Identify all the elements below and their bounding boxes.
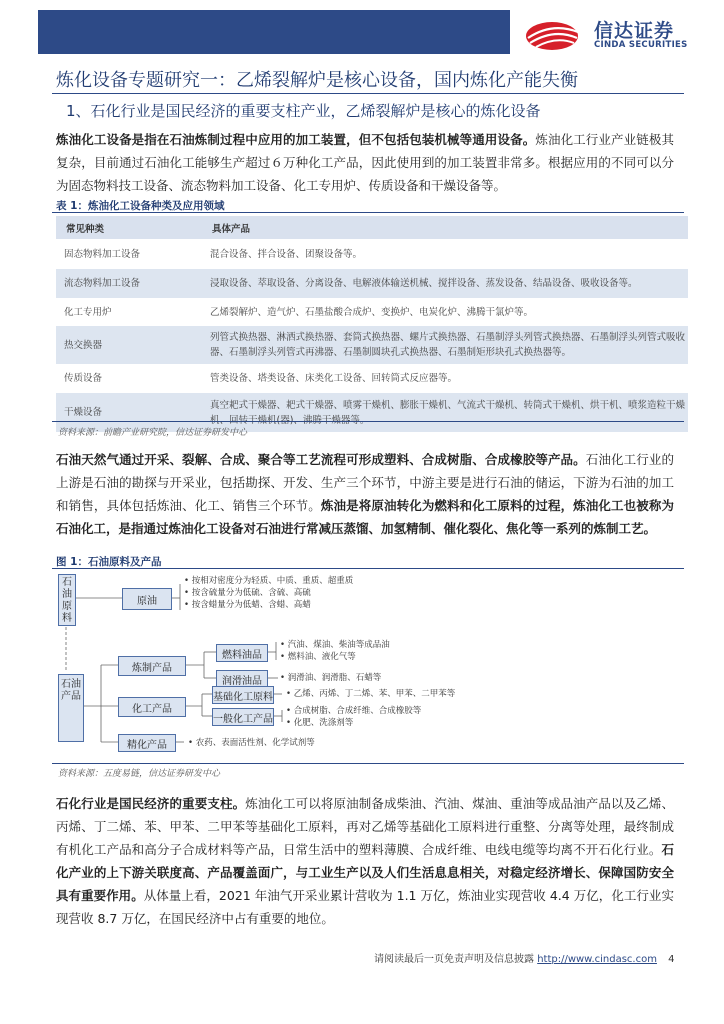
oil-products-diagram	[56, 570, 556, 762]
table-cell: 流态物料加工设备	[56, 269, 202, 298]
p2-text: 石油化工行业的上游是石油的勘探与开采业，包括勘探、开发、生产三个环节，中游主要是进行石油的储运，下游为石油的加工和销售，具体包括炼油、化工、销售三个环节。	[56, 452, 674, 513]
general-note: • 合成树脂、合成纤维、合成橡胶等	[286, 706, 422, 716]
table-cell: 干燥设备	[56, 393, 202, 432]
table-cell: 管类设备、塔类设备、床类化工设备、回转筒式反应器等。	[210, 373, 458, 384]
table-cell: 混合设备、拌合设备、团聚设备等。	[210, 248, 363, 260]
p3-text-2: 从体量上看，2021 年油气开采业累计营收为 1.1 万亿，炼油业实现营收 4.4 万亿，化工行业实现营收 8.7 万亿，在国民经济中占有重要的地位。	[56, 888, 674, 926]
table-row	[56, 298, 688, 326]
table-cell: 真空耙式干燥器、耙式干燥器、喷雾干燥机、膨胀干燥机、气流式干燥机、转筒式干燥机、烘干机、喷浆造粒干燥机、回转干燥机(器)、沸腾干燥器等。	[202, 393, 688, 432]
table-source: 资料来源：前瞻产业研究院，信达证券研发中心	[58, 428, 248, 438]
title-rule	[52, 93, 684, 94]
logo-subtext: CINDA SECURITIES	[594, 40, 688, 50]
raw-material-box: 石油原料	[58, 574, 76, 626]
footer-link[interactable]: http://www.cindasc.com	[537, 954, 657, 965]
crude-note: • 按含硫量分为低硫、含硫、高硫	[184, 588, 311, 598]
p3-text: 炼油化工可以将原油制备成柴油、汽油、煤油、重油等成品油产品以及乙烯、丙烯、丁二烯、苯、甲苯、二甲苯等基础化工原料，再对乙烯等基础化工原料进行重整、分离等处理，最终制成有机化工产品和高分子合成材料等产品，日常生活中的塑料薄膜、合成纤维、电线电缆等均离不开石化行业。	[56, 796, 674, 857]
crude-note: • 按含蜡量分为低蜡、含蜡、高蜡	[184, 600, 311, 610]
refined-products-box: 炼制产品	[118, 656, 186, 676]
general-chemicals-box: 一般化工产品	[212, 708, 274, 726]
table-header: 常见种类	[56, 216, 202, 239]
general-note: • 化肥、洗涤剂等	[286, 718, 354, 728]
figure-caption: 图 1：石油原料及产品	[56, 556, 162, 568]
table-cell: 传质设备	[64, 373, 103, 384]
table-row	[56, 239, 688, 269]
page-title: 炼化设备专题研究一：乙烯裂解炉是核心设备，国内炼化产能失衡	[56, 70, 578, 91]
fine-note: • 农药、表面活性剂、化学试剂等	[188, 738, 315, 748]
header-bar	[38, 10, 510, 54]
table-row	[56, 269, 688, 298]
table-cell: 浸取设备、萃取设备、分离设备、电解液体输送机械、搅拌设备、蒸发设备、结晶设备、吸收设备等。	[202, 269, 688, 298]
figure-source: 资料来源：五度易链，信达证券研发中心	[58, 769, 221, 779]
lube-oil-box: 润滑油品	[216, 670, 268, 688]
table-header: 具体产品	[202, 216, 688, 239]
basic-note: • 乙烯、丙烯、丁二烯、苯、甲苯、二甲苯等	[286, 689, 456, 699]
fuel-oil-box: 燃料油品	[216, 644, 268, 662]
footer-disclaimer: 请阅读最后一页免责声明及信息披露	[374, 954, 534, 965]
equipment-table	[56, 216, 688, 432]
table-cell: 热交换器	[56, 326, 202, 364]
p1-text: 炼油化工行业产业链极其复杂，目前通过石油化工能够生产超过６万种化工产品，因此使用到的加工装置非常多。根据应用的不同可以分为固态物料技工设备、流态物料加工设备、化工专用炉、传质设备和干燥设备等。	[56, 132, 674, 193]
chemical-products-box: 化工产品	[118, 697, 186, 717]
paragraph-2	[56, 448, 674, 540]
table-caption: 表 1：炼油化工设备种类及应用领域	[56, 200, 225, 212]
crude-note: • 按相对密度分为轻质、中质、重质、超重质	[184, 576, 354, 586]
table-row	[56, 326, 688, 364]
oil-products-box: 石油产品	[58, 674, 84, 742]
page-footer	[374, 950, 675, 965]
p2-bold-2: 炼油是将原油转化为燃料和化工原料的过程，炼油化工也被称为石油化工，是指通过炼油化工设备对石油进行常减压蒸馏、加氢精制、催化裂化、焦化等一系列的炼制工艺。	[56, 498, 674, 536]
table-bottom-rule	[52, 421, 684, 422]
lube-note: • 润滑油、润滑脂、石蜡等	[280, 673, 382, 683]
p2-bold: 石油天然气通过开采、裂解、合成、聚合等工艺流程可形成塑料、合成树脂、合成橡胶等产品。	[56, 452, 586, 467]
section-heading: 1、石化行业是国民经济的重要支柱产业，乙烯裂解炉是核心的炼化设备	[66, 102, 541, 120]
fine-chemicals-box: 精化产品	[118, 734, 176, 752]
fuel-note: • 燃料油、液化气等	[280, 652, 356, 662]
basic-chemicals-box: 基础化工原料	[212, 686, 274, 704]
p1-bold: 炼油化工设备是指在石油炼制过程中应用的加工装置，但不包括包装机械等通用设备。	[56, 132, 536, 147]
figure-bottom-rule	[52, 763, 684, 764]
table-top-rule	[52, 212, 684, 213]
table-cell: 固态物料加工设备	[64, 248, 141, 260]
p3-bold-2: 石化产业的上下游关联度高、产品覆盖面广，与工业生产以及人们生活息息相关，对稳定经济增长、保障国防安全具有重要作用。	[56, 842, 674, 903]
logo-text: 信达证券	[594, 20, 675, 42]
table-cell: 乙烯裂解炉、造气炉、石墨盐酸合成炉、变换炉、电炭化炉、沸腾干氯炉等。	[210, 306, 534, 318]
figure-top-rule	[52, 568, 684, 569]
table-cell: 列管式换热器、淋洒式换热器、套筒式换热器、螺片式换热器、石墨制浮头列管式换热器、石墨制浮头列管式吸收器、石墨制浮头列管式再沸器、石墨制圆块孔式换热器、石墨制矩形块孔式换热器等。	[202, 326, 688, 364]
fuel-note: • 汽油、煤油、柴油等成品油	[280, 640, 390, 650]
table-row	[56, 364, 688, 393]
paragraph-3	[56, 792, 674, 930]
paragraph-1	[56, 128, 674, 197]
table-cell: 化工专用炉	[64, 306, 112, 318]
p3-bold: 石化行业是国民经济的重要支柱。	[56, 796, 246, 811]
crude-oil-box: 原油	[122, 588, 172, 610]
page-number: 4	[668, 954, 675, 965]
